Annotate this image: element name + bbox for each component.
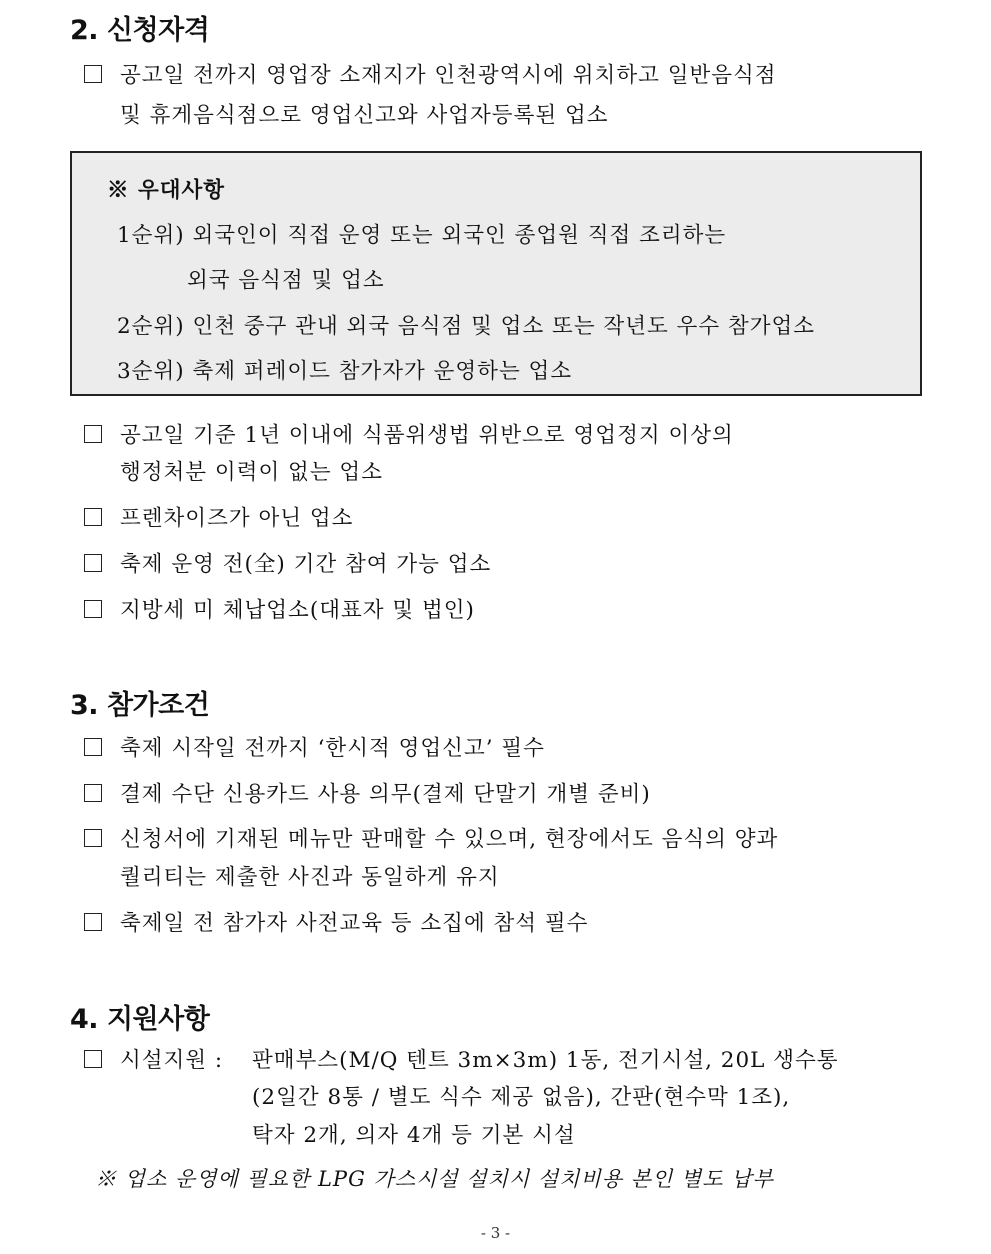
preference-title: ※ 우대사항 [107,178,226,203]
item-text: 지방세 미 체납업소(대표자 및 법인) [120,598,475,623]
item-text: 프렌차이즈가 아닌 업소 [120,506,354,531]
support-line: 탁자 2개, 의자 4개 등 기본 시설 [252,1123,576,1148]
item-text: 결제 수단 신용카드 사용 의무(결제 단말기 개별 준비) [120,782,651,807]
checkbox-icon [84,425,102,443]
item-text: 및 휴게음식점으로 영업신고와 사업자등록된 업소 [120,103,609,128]
checkbox-icon [84,508,102,526]
support-line: 판매부스(M/Q 텐트 3m×3m) 1동, 전기시설, 20L 생수통 [252,1048,839,1073]
section-3-heading: 3. 참가조건 [70,690,210,721]
item-text: 행정처분 이력이 없는 업소 [120,460,383,485]
preference-line: 1순위) 외국인이 직접 운영 또는 외국인 종업원 직접 조리하는 [117,223,727,248]
facility-support-label: 시설지원 : [120,1048,224,1073]
support-line: (2일간 8통 / 별도 식수 제공 없음), 간판(현수막 1조), [252,1085,791,1110]
preference-line: 3순위) 축제 퍼레이드 참가자가 운영하는 업소 [117,359,573,384]
checkbox-icon [84,554,102,572]
checkbox-icon [84,1050,102,1068]
item-text: 축제 운영 전(全) 기간 참여 가능 업소 [120,552,492,577]
checkbox-icon [84,738,102,756]
item-text: 축제일 전 참가자 사전교육 등 소집에 참석 필수 [120,911,589,936]
lpg-note: ※ 업소 운영에 필요한 LPG 가스시설 설치시 설치비용 본인 별도 납부 [95,1167,774,1191]
item-text: 공고일 기준 1년 이내에 식품위생법 위반으로 영업정지 이상의 [120,423,734,448]
checkbox-icon [84,913,102,931]
preference-line: 2순위) 인천 중구 관내 외국 음식점 및 업소 또는 작년도 우수 참가업소 [117,314,816,339]
preference-line: 외국 음식점 및 업소 [187,268,385,293]
item-text: 퀄리티는 제출한 사진과 동일하게 유지 [120,865,500,890]
section-4-heading: 4. 지원사항 [70,1004,210,1035]
item-text: 신청서에 기재된 메뉴만 판매할 수 있으며, 현장에서도 음식의 양과 [120,827,779,852]
checkbox-icon [84,784,102,802]
page-number: - 3 - [480,1224,511,1242]
checkbox-icon [84,600,102,618]
checkbox-icon [84,829,102,847]
preference-box [70,151,922,396]
item-text: 축제 시작일 전까지 ‘한시적 영업신고’ 필수 [120,736,545,761]
item-text: 공고일 전까지 영업장 소재지가 인천광역시에 위치하고 일반음식점 [120,63,777,88]
section-2-heading: 2. 신청자격 [70,15,210,46]
checkbox-icon [84,65,102,83]
